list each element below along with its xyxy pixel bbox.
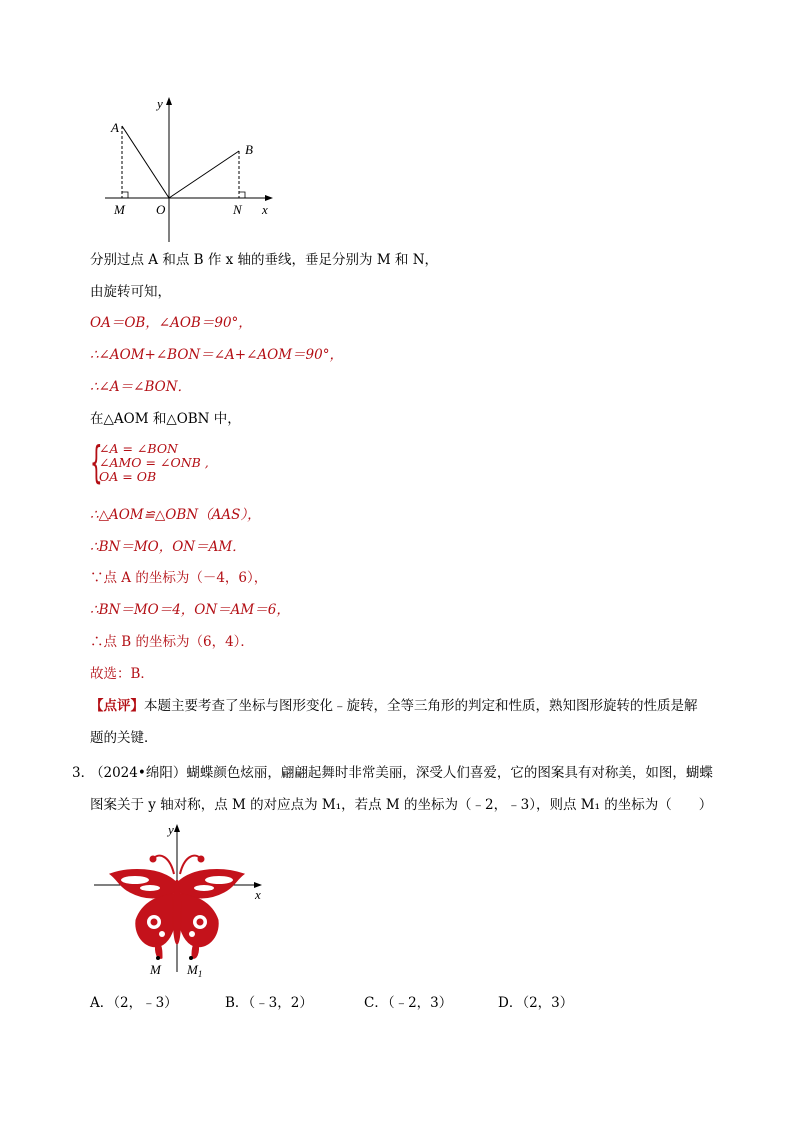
solution-line-7: ∴△AOM≌△OBN（AAS）， [90,507,261,523]
system-line-1: ∠A = ∠BON [99,441,178,456]
y-axis-label: y [157,96,163,111]
solution-line-1: 分别过点 A 和点 B 作 x 轴的垂线，垂足分别为 M 和 N， [90,252,439,268]
option-c[interactable]: C．（﹣2，3） [364,995,453,1011]
solution-line-6: 在△AOM 和△OBN 中， [90,411,241,427]
butterfly-figure [90,822,270,982]
solution-line-11: ∴点 B 的坐标为（6，4）． [90,634,254,650]
solution-line-8: ∴BN＝MO，ON＝AM． [90,539,246,555]
question-number: 3． [72,765,95,781]
solution-line-5: ∴∠A＝∠BON． [90,379,192,395]
option-d[interactable]: D．（2，3） [498,995,574,1011]
solution-line-10: ∴BN＝MO＝4，ON＝AM＝6， [90,602,290,618]
point-b-label: B [245,142,253,157]
comment-tag: 【点评】 [90,698,144,714]
option-a[interactable]: A．（2，﹣3） [90,995,178,1011]
solution-line-9: ∵点 A 的坐标为（－4，6）， [90,570,268,586]
solution-line-2: 由旋转可知， [90,284,171,300]
x-axis-label: x [255,887,261,902]
x-axis-label: x [262,202,268,217]
solution-line-3: OA＝OB，∠AOB＝90°， [90,315,252,331]
point-m-label: M [150,962,161,977]
system-line-2: ∠AMO = ∠ONB , [99,455,209,470]
comment-body: 本题主要考查了坐标与图形变化﹣旋转，全等三角形的判定和性质，熟知图形旋转的性质是解 [144,698,698,714]
point-n-label: N [233,202,242,217]
question-text-2: 图案关于 y 轴对称，点 M 的对应点为 M₁，若点 M 的坐标为（﹣2，﹣3），则点 M₁ 的坐标为（ ） [90,797,713,813]
rotation-figure [105,92,285,242]
point-a-label: A [111,120,119,135]
system-line-3: OA = OB [99,469,157,484]
solution-line-12: 故选：B． [90,666,154,682]
question-text-1: （2024•绵阳）蝴蝶颜色炫丽，翩翩起舞时非常美丽，深受人们喜爱，它的图案具有对称美，如图，蝴蝶 [90,765,713,781]
comment-body-2: 题的关键． [90,730,158,746]
point-m1-label: $M_1$ [187,962,203,979]
y-axis-label: y [168,822,174,837]
brace-icon: { [90,437,103,488]
point-m-label: M [114,202,125,217]
solution-line-4: ∴∠AOM+∠BON＝∠A+∠AOM＝90°， [90,347,343,363]
origin-label: O [156,202,166,217]
comment-paragraph [90,696,698,716]
option-b[interactable]: B．（﹣3，2） [225,995,313,1011]
